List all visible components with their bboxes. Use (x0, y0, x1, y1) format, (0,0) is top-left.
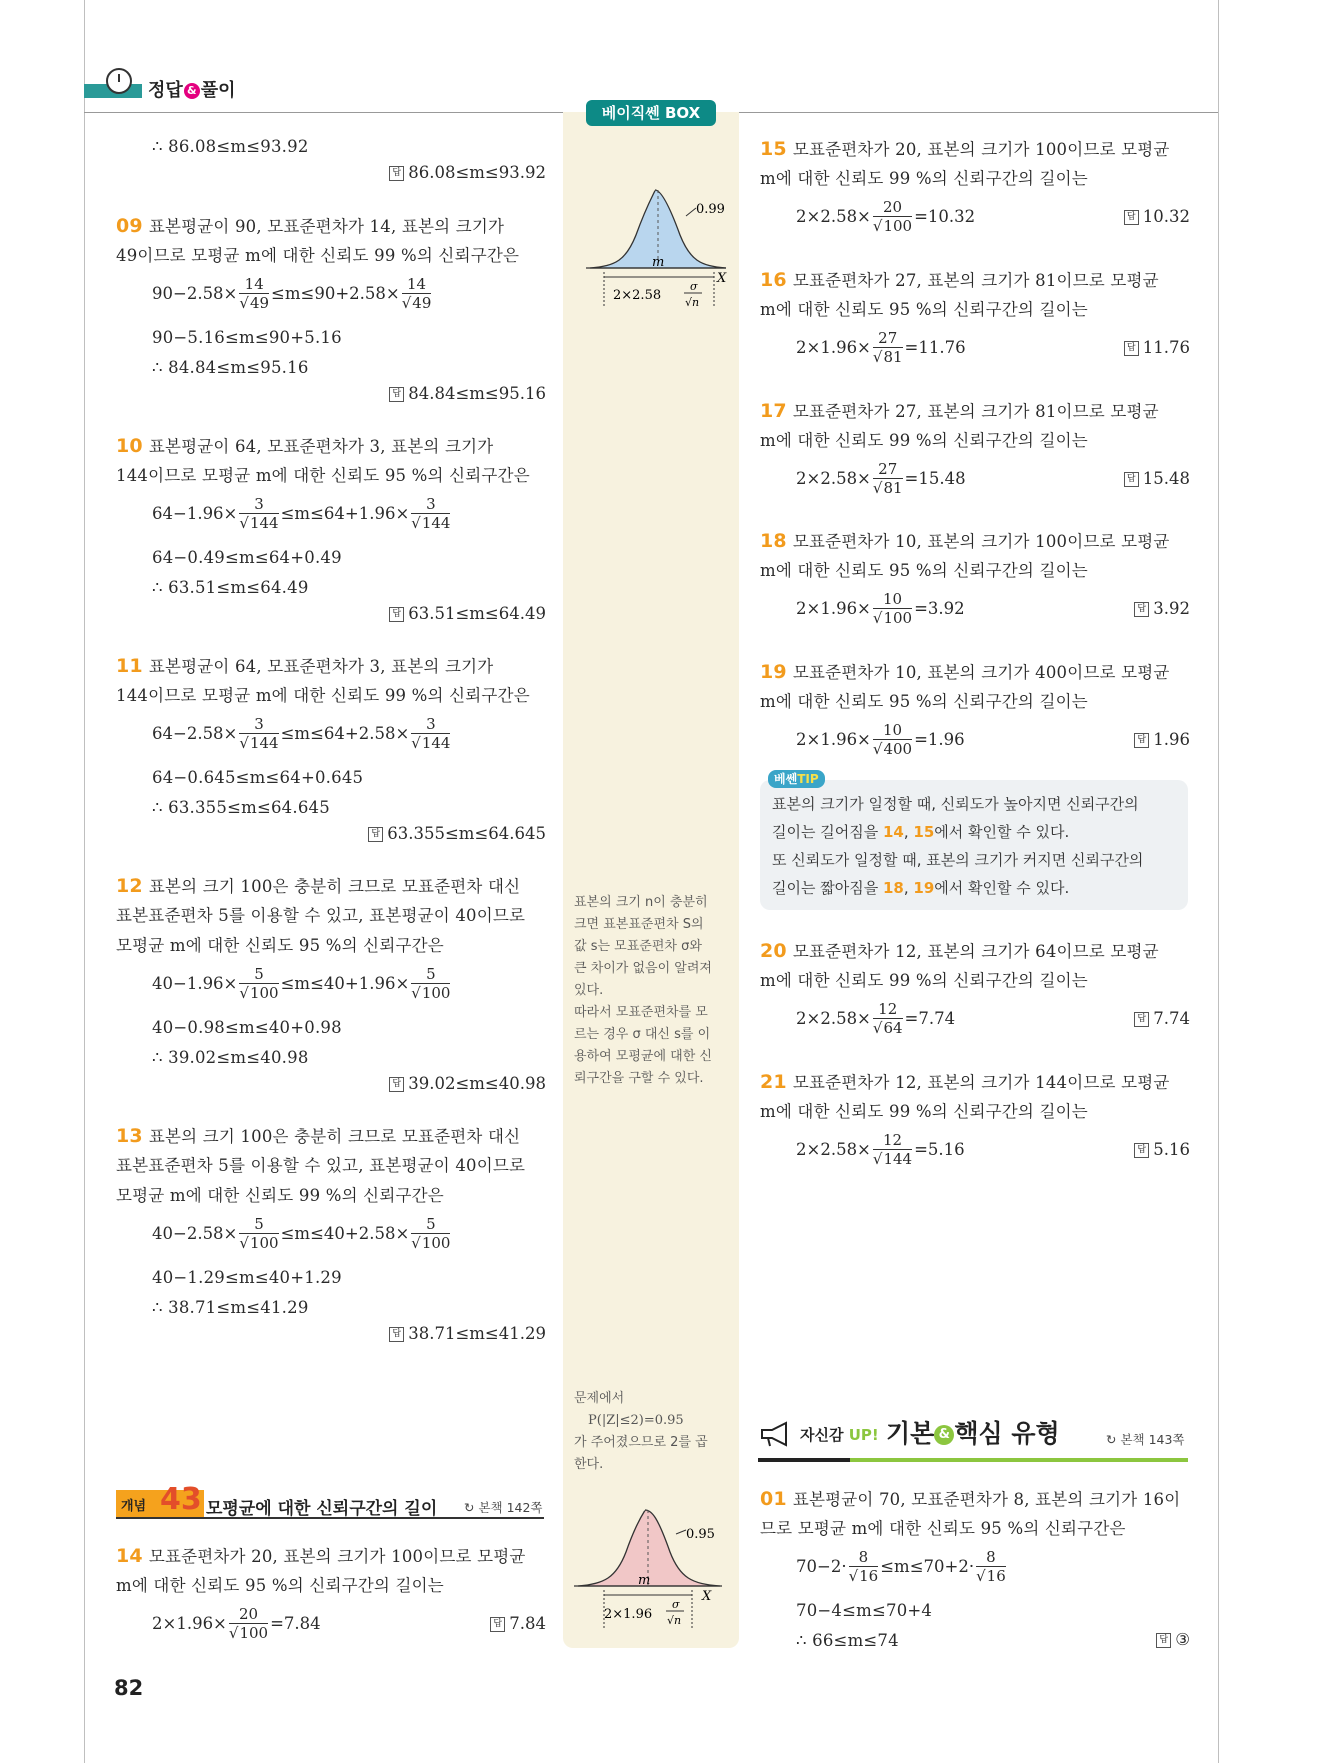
problem-09-answer: 답 84.84≤m≤95.16 (389, 384, 546, 403)
answer-icon: 답 (389, 387, 404, 402)
answer-icon: 답 (1124, 341, 1139, 356)
width-sqrt-n: √n (685, 296, 700, 309)
level-leader (686, 208, 696, 216)
cont-answer: 답 86.08≤m≤93.92 (389, 163, 546, 182)
answer-icon: 답 (1124, 472, 1139, 487)
megaphone-icon (758, 1420, 798, 1448)
answer-icon: 답 (1134, 1012, 1149, 1027)
conf-rule-dark (758, 1458, 850, 1462)
section-43-label: 개념 (121, 1499, 147, 1514)
problem-13-eq2: 40−1.29≤m≤40+1.29 (152, 1268, 342, 1287)
cont-line: ∴ 86.08≤m≤93.92 (152, 137, 309, 156)
problem-12-eq1: 40−1.96× $\frac{5}{√100}$ ≤m≤40+1.96× $\frac{5}{√100}$ (152, 965, 451, 1002)
page-number: 82 (114, 1676, 144, 1700)
box-note-1: 표본의 크기 n이 충분히 크면 표본표준편차 S의 값 s는 모표준편차 σ와 큰 차이가 없음이 알려져 있다. 따라서 모표준편차를 모 르는 경우 σ 대신 s를 이 용하여 모평균에 대한 신 뢰구간을 구할 수 있다. (574, 895, 712, 1086)
problem-15-answer: 답 10.32 (1124, 207, 1190, 226)
problem-21: 21 모표준편차가 12, 표본의 크기가 144이므로 모평균 (760, 1071, 1170, 1093)
level-label: 0.99 (696, 202, 725, 217)
problem-11-eq2: 64−0.645≤m≤64+0.645 (152, 768, 364, 787)
problem-13-eq3: ∴ 38.71≤m≤41.29 (152, 1298, 309, 1317)
problem-10-eq2: 64−0.49≤m≤64+0.49 (152, 548, 342, 567)
problem-13-line2: 표본표준편차 5를 이용할 수 있고, 표본평균이 40이므로 (116, 1156, 526, 1175)
problem-18: 18 모표준편차가 10, 표본의 크기가 100이므로 모평균 (760, 530, 1170, 552)
problem-12-answer: 답 39.02≤m≤40.98 (389, 1074, 546, 1093)
width-label: 2×2.58 (613, 288, 662, 303)
problem-20-line2: m에 대한 신뢰도 99 %의 신뢰구간의 길이는 (760, 971, 1088, 990)
box-note-2: 문제에서 P(|Z|≤2)=0.95 가 주어졌으므로 2를 곱 한다. (574, 1391, 708, 1472)
problem-14-eq: 2×1.96× $\frac{20}{√100}$ =7.84 (152, 1605, 321, 1642)
problem-01-line2: 므로 모평균 m에 대한 신뢰도 95 %의 신뢰구간은 (760, 1519, 1126, 1538)
problem-15-eq: 2×2.58× $\frac{20}{√100}$ =10.32 (796, 198, 976, 235)
section-43-ref: ↻ 본책 142쪽 (464, 1500, 543, 1515)
problem-11-eq1: 64−2.58× $\frac{3}{√144}$ ≤m≤64+2.58× $\frac{3}{√144}$ (152, 715, 451, 752)
level-label: 0.95 (686, 1527, 715, 1542)
problem-11-answer: 답 63.355≤m≤64.645 (368, 824, 546, 843)
answer-icon: 답 (1134, 602, 1149, 617)
problem-16: 16 모표준편차가 27, 표본의 크기가 81이므로 모평균 (760, 269, 1159, 291)
answer-icon: 답 (1134, 733, 1149, 748)
problem-13: 13 표본의 크기 100은 충분히 크므로 모표준편차 대신 (116, 1125, 521, 1147)
answer-icon: 답 (389, 166, 404, 181)
problem-01: 01 표본평균이 70, 모표준편차가 8, 표본의 크기가 16이 (760, 1488, 1181, 1510)
center-label: m (652, 255, 665, 270)
problem-14-line2: m에 대한 신뢰도 95 %의 신뢰구간의 길이는 (116, 1576, 444, 1595)
problem-18-eq: 2×1.96× $\frac{10}{√100}$ =3.92 (796, 590, 965, 627)
header-title: 정답 & 풀이 (148, 80, 236, 101)
problem-11: 11 표본평균이 64, 모표준편차가 3, 표본의 크기가 (116, 655, 494, 677)
problem-21-eq: 2×2.58× $\frac{12}{√144}$ =5.16 (796, 1131, 965, 1168)
problem-10-eq1: 64−1.96× $\frac{3}{√144}$ ≤m≤64+1.96× $\frac{3}{√144}$ (152, 495, 451, 532)
section-43-number: 43 (160, 1482, 202, 1517)
problem-12-eq2: 40−0.98≤m≤40+0.98 (152, 1018, 342, 1037)
tip-tag: 베쎈TIP (768, 770, 825, 788)
problem-11-eq3: ∴ 63.355≤m≤64.645 (152, 798, 330, 817)
problem-12-line2: 표본표준편차 5를 이용할 수 있고, 표본평균이 40이므로 (116, 906, 526, 925)
tip-text: 표본의 크기가 일정할 때, 신뢰도가 높아지면 신뢰구간의 길이는 길어짐을 14, 15에서 확인할 수 있다. 또 신뢰도가 일정할 때, 표본의 크기가 커지면 신뢰구간의 길이는 짧아짐을 18, 19에서 확인할 수 있다. (772, 795, 1144, 897)
problem-19-line2: m에 대한 신뢰도 95 %의 신뢰구간의 길이는 (760, 692, 1088, 711)
problem-20-answer: 답 7.74 (1134, 1009, 1190, 1028)
problem-18-line2: m에 대한 신뢰도 95 %의 신뢰구간의 길이는 (760, 561, 1088, 580)
axis-label: X (702, 1589, 712, 1604)
problem-01-eq2: 70−4≤m≤70+4 (796, 1601, 933, 1620)
problem-19-answer: 답 1.96 (1134, 730, 1190, 749)
basic-box-tag: 베이직쎈 BOX (586, 100, 716, 126)
problem-11-line2: 144이므로 모평균 m에 대한 신뢰도 99 %의 신뢰구간은 (116, 686, 530, 705)
problem-17-answer: 답 15.48 (1124, 469, 1190, 488)
problem-16-eq: 2×1.96× $\frac{27}{√81}$ =11.76 (796, 329, 966, 366)
problem-09-eq1: 90−2.58× $\frac{14}{√49}$ ≤m≤90+2.58× $\frac{14}{√49}$ (152, 275, 432, 312)
conf-ref: ↻ 본책 143쪽 (1106, 1432, 1185, 1447)
problem-09: 09 표본평균이 90, 모표준편차가 14, 표본의 크기가 (116, 215, 505, 237)
problem-15: 15 모표준편차가 20, 표본의 크기가 100이므로 모평균 (760, 138, 1170, 160)
problem-10-answer: 답 63.51≤m≤64.49 (389, 604, 546, 623)
normal-curve-95 (574, 1500, 724, 1630)
problem-01-answer: 답 ③ (1156, 1630, 1190, 1649)
problem-14: 14 모표준편차가 20, 표본의 크기가 100이므로 모평균 (116, 1545, 526, 1567)
problem-12: 12 표본의 크기 100은 충분히 크므로 모표준편차 대신 (116, 875, 521, 897)
problem-17-eq: 2×2.58× $\frac{27}{√81}$ =15.48 (796, 460, 966, 497)
problem-13-answer: 답 38.71≤m≤41.29 (389, 1324, 546, 1343)
answer-icon: 답 (1124, 210, 1139, 225)
problem-17-line2: m에 대한 신뢰도 99 %의 신뢰구간의 길이는 (760, 431, 1088, 450)
answer-icon: 답 (1156, 1633, 1171, 1648)
answer-icon: 답 (389, 1327, 404, 1342)
problem-20: 20 모표준편차가 12, 표본의 크기가 64이므로 모평균 (760, 940, 1159, 962)
problem-15-line2: m에 대한 신뢰도 99 %의 신뢰구간의 길이는 (760, 169, 1088, 188)
problem-21-answer: 답 5.16 (1134, 1140, 1190, 1159)
problem-01-eq1: 70−2· $\frac{8}{√16}$ ≤m≤70+2· $\frac{8}{√16}$ (796, 1548, 1006, 1585)
problem-10-eq3: ∴ 63.51≤m≤64.49 (152, 578, 309, 597)
center-label: m (638, 1573, 651, 1588)
problem-10-line2: 144이므로 모평균 m에 대한 신뢰도 95 %의 신뢰구간은 (116, 466, 530, 485)
axis-label: X (717, 271, 727, 286)
normal-curve-99 (586, 180, 732, 310)
problem-14-answer: 답 7.84 (490, 1614, 546, 1633)
conf-big-title: 기본 & 핵심 유형 (886, 1419, 1060, 1448)
answer-icon: 답 (389, 1077, 404, 1092)
problem-01-eq3: ∴ 66≤m≤74 (796, 1631, 899, 1650)
problem-12-line3: 모평균 m에 대한 신뢰도 95 %의 신뢰구간은 (116, 936, 444, 955)
problem-09-line2: 49이므로 모평균 m에 대한 신뢰도 99 %의 신뢰구간은 (116, 246, 520, 265)
answer-icon: 답 (389, 607, 404, 622)
problem-18-answer: 답 3.92 (1134, 599, 1190, 618)
problem-16-answer: 답 11.76 (1124, 338, 1190, 357)
problem-21-line2: m에 대한 신뢰도 99 %의 신뢰구간의 길이는 (760, 1102, 1088, 1121)
problem-16-line2: m에 대한 신뢰도 95 %의 신뢰구간의 길이는 (760, 300, 1088, 319)
width-sigma: σ (672, 1598, 680, 1611)
problem-09-eq3: ∴ 84.84≤m≤95.16 (152, 358, 309, 377)
answer-icon: 답 (368, 827, 383, 842)
problem-19: 19 모표준편차가 10, 표본의 크기가 400이므로 모평균 (760, 661, 1170, 683)
width-sqrt-n: √n (667, 1614, 682, 1627)
problem-09-eq2: 90−5.16≤m≤90+5.16 (152, 328, 342, 347)
section-43-title: 모평균에 대한 신뢰구간의 길이 (206, 1499, 438, 1519)
problem-12-eq3: ∴ 39.02≤m≤40.98 (152, 1048, 309, 1067)
level-leader (676, 1530, 686, 1534)
answer-icon: 답 (1134, 1143, 1149, 1158)
answer-icon: 답 (490, 1617, 505, 1632)
problem-13-line3: 모평균 m에 대한 신뢰도 99 %의 신뢰구간은 (116, 1186, 444, 1205)
problem-17: 17 모표준편차가 27, 표본의 크기가 81이므로 모평균 (760, 400, 1159, 422)
problem-13-eq1: 40−2.58× $\frac{5}{√100}$ ≤m≤40+2.58× $\frac{5}{√100}$ (152, 1215, 451, 1252)
clock-icon (106, 68, 132, 94)
problem-20-eq: 2×2.58× $\frac{12}{√64}$ =7.74 (796, 1000, 956, 1037)
conf-small-title: 자신감 UP! (800, 1426, 879, 1444)
width-label: 2×1.96 (604, 1607, 653, 1622)
problem-10: 10 표본평균이 64, 모표준편차가 3, 표본의 크기가 (116, 435, 494, 457)
width-sigma: σ (690, 280, 698, 293)
problem-19-eq: 2×1.96× $\frac{10}{√400}$ =1.96 (796, 721, 965, 758)
